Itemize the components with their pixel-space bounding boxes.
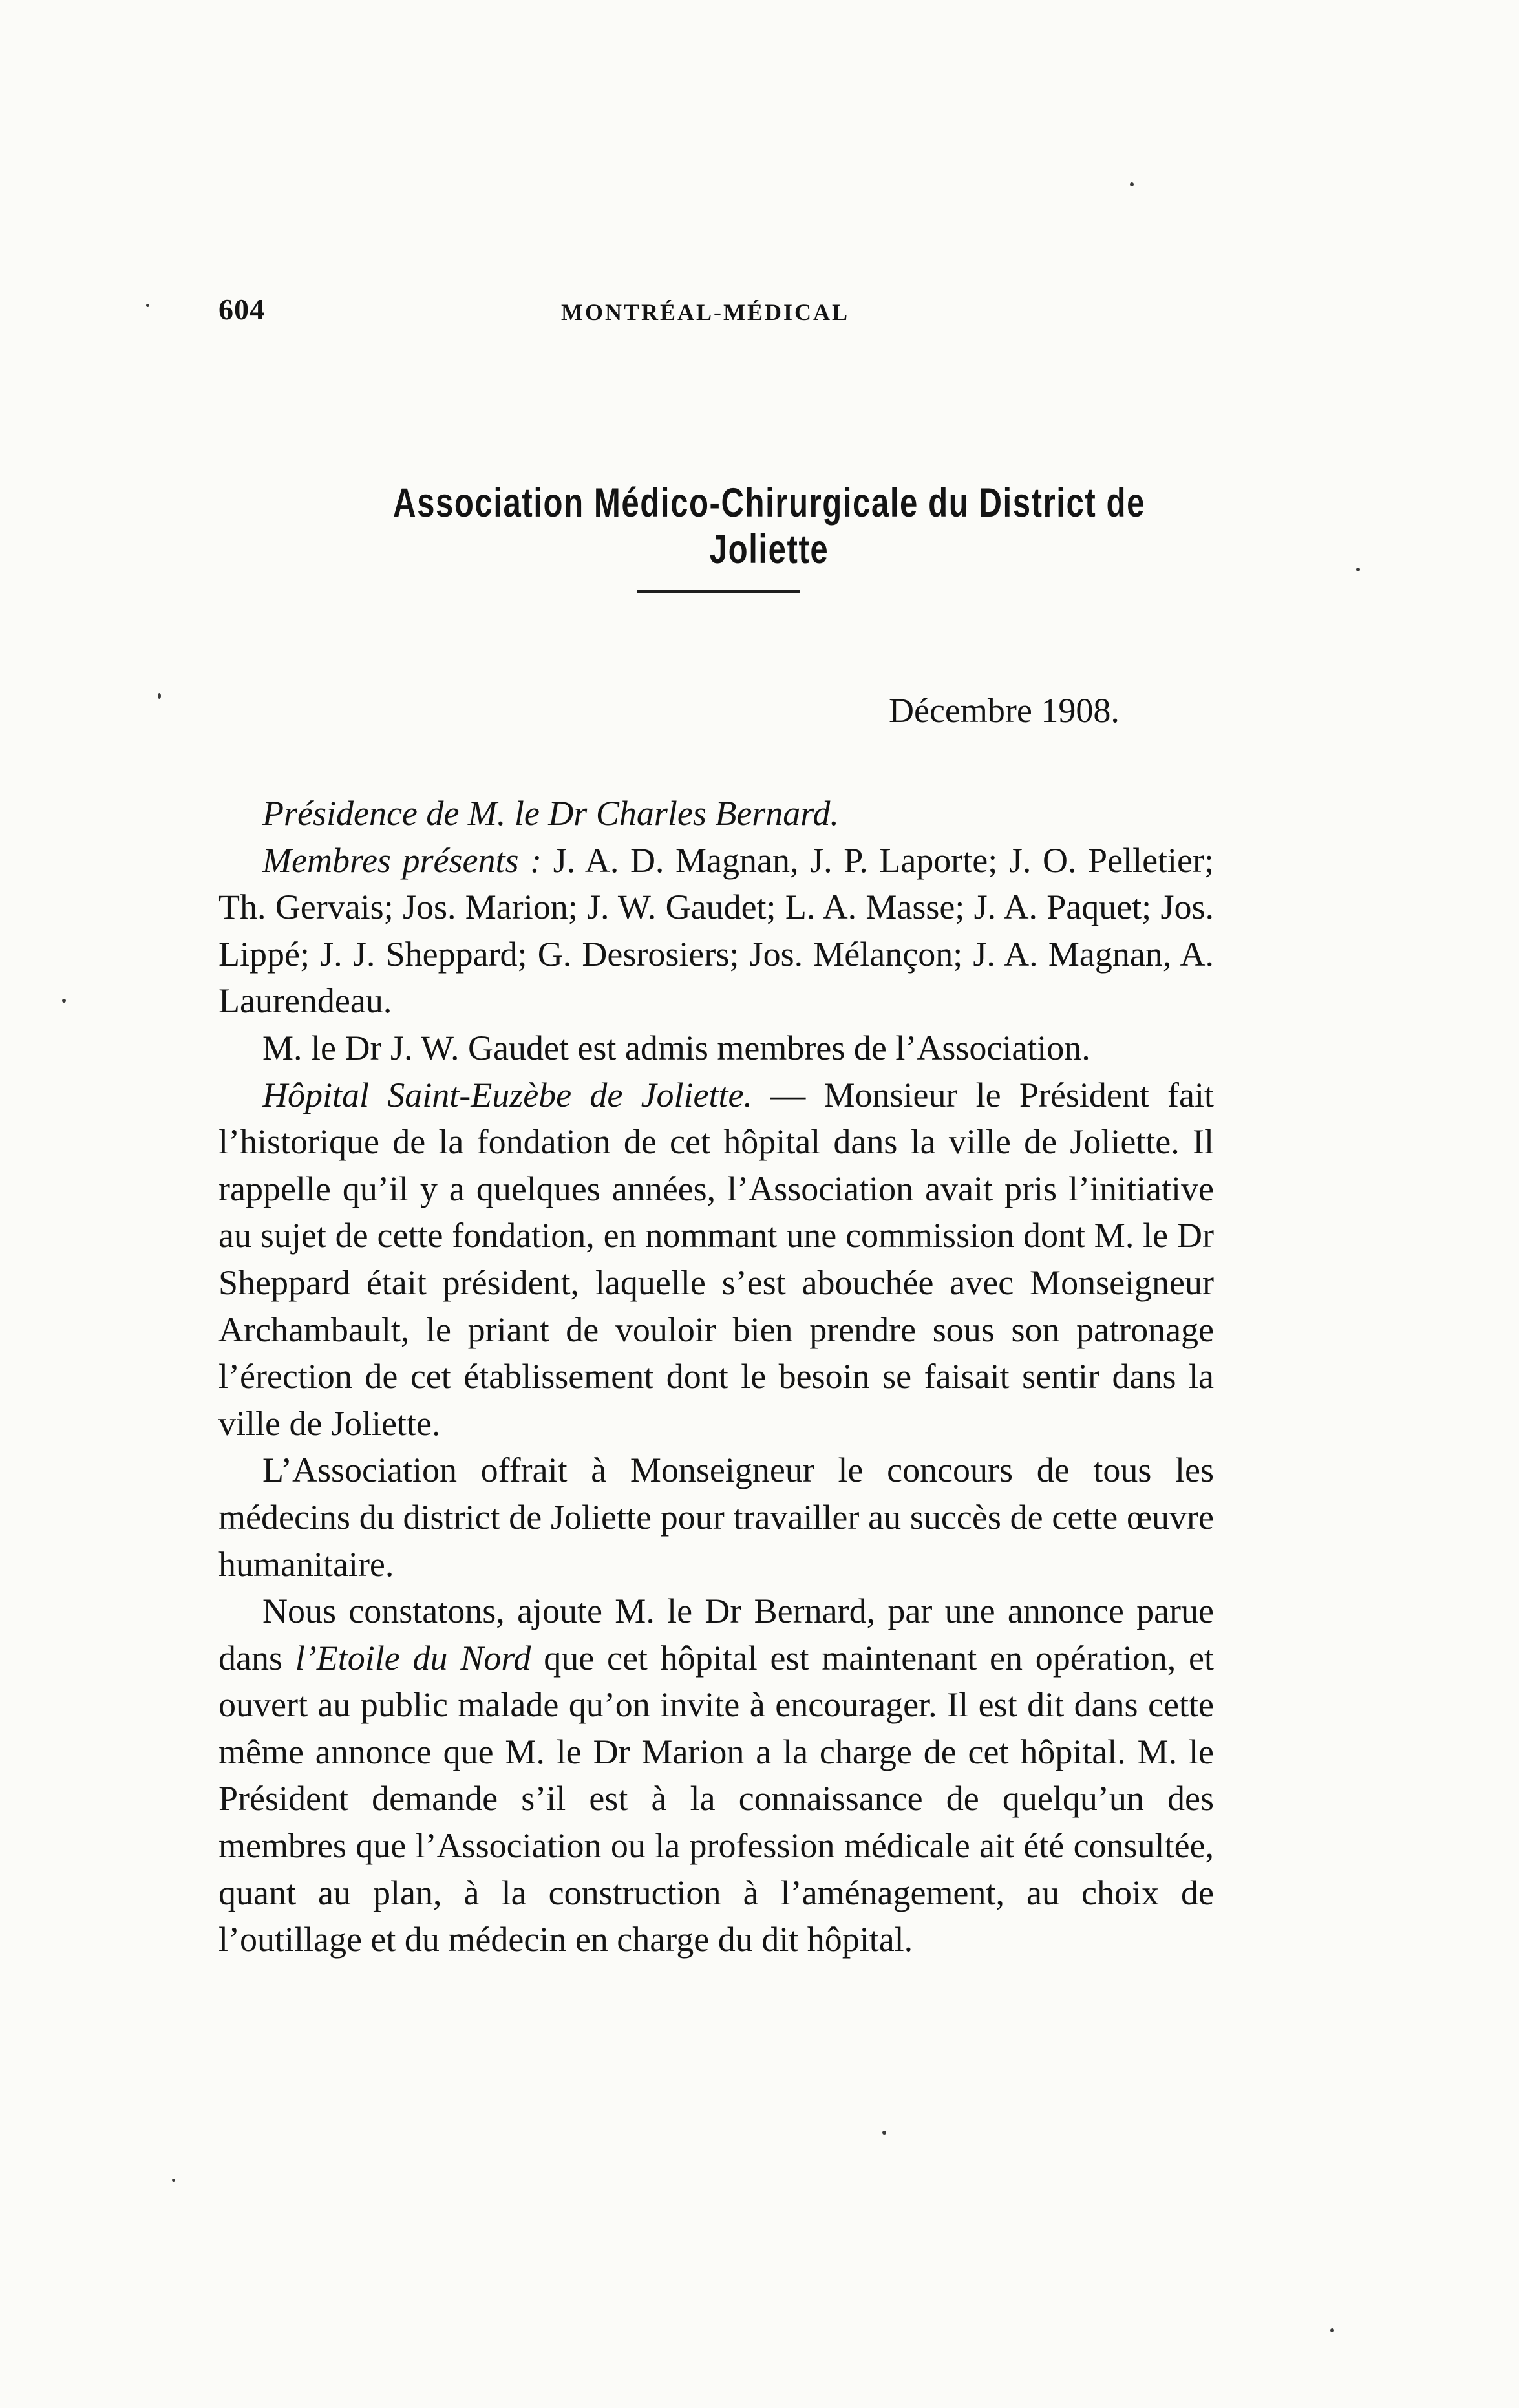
presidence-text: Présidence de M. le Dr Charles Bernard. xyxy=(262,794,839,833)
constatons-after: que cet hôpital est maintenant en opération, et ouvert au public malade qu’on invite à encourager. Il est dit dans cette même annonce que M. le Dr Marion a la charge de cet hôpital. M. le Président demande s’il est à la connaissance de quelqu’un des membres que l’Association ou la profession médicale ait été consultée, quant au plan, à la construction à l’aménagement, au choix de l’outillage et du médecin en charge du dit hôpital. xyxy=(218,1638,1214,1959)
concours-text: L’Association offrait à Monseigneur le concours de tous les médecins du district de Joliette pour travailler au succès de cette œuvre humanitaire. xyxy=(218,1451,1214,1584)
paragraph-presidence xyxy=(218,790,1214,837)
hopital-text: — Monsieur le Président fait l’historique de la fondation de cet hôpital dans la ville de Joliette. Il rappelle qu’il y a quelques années, l’Association avait pris l’initiative au sujet de cette fondation, en nommant une commission dont M. le Dr Sheppard était président, laquelle s’est abouchée avec Monseigneur Archambault, le priant de vouloir bien prendre sous son patronage l’érection de cet établissement dont le besoin se faisait sentir dans la ville de Joliette. xyxy=(218,1075,1215,1443)
scan-speck xyxy=(146,304,149,307)
constatons-newspaper: l’Etoile du Nord xyxy=(295,1638,531,1678)
meeting-date: Décembre 1908. xyxy=(889,691,1120,730)
paragraph-membres xyxy=(218,837,1214,1025)
paragraph-constatons xyxy=(218,1588,1214,1963)
membres-text: J. A. D. Magnan, J. P. Laporte; J. O. Pelletier; Th. Gervais; Jos. Marion; J. W. Gaudet; L. A. Masse; J. A. Paquet; Jos. Lippé; J. J. Sheppard; G. Desrosiers; Jos. Mélançon; J. A. Magnan, A. Laurendeau. xyxy=(218,840,1214,1021)
constatons-before: Nous constatons, ajoute M. le Dr Bernard, par une annonce parue dans xyxy=(218,1592,1214,1678)
article-title: Association Médico-Chirurgicale du District de Joliette xyxy=(393,480,1145,572)
paragraph-admission xyxy=(218,1025,1214,1072)
hopital-label: Hôpital Saint-Euzèbe de Joliette. xyxy=(262,1075,752,1114)
membres-label: Membres présents : xyxy=(262,840,542,880)
title-rule xyxy=(637,590,800,593)
article-body xyxy=(218,790,1214,1963)
running-head: MONTRÉAL-MÉDICAL xyxy=(561,299,850,325)
scan-speck xyxy=(882,2131,886,2135)
paragraph-hopital xyxy=(218,1072,1214,1447)
admission-text: M. le Dr J. W. Gaudet est admis membres de l’Association. xyxy=(262,1028,1090,1067)
scan-speck xyxy=(1356,568,1360,571)
scan-speck xyxy=(158,693,161,699)
paragraph-concours xyxy=(218,1447,1214,1588)
scan-speck xyxy=(172,2179,175,2182)
scan-speck xyxy=(62,999,66,1003)
scan-speck xyxy=(1330,2328,1334,2332)
scan-speck xyxy=(1130,182,1134,186)
page-number: 604 xyxy=(218,293,265,326)
